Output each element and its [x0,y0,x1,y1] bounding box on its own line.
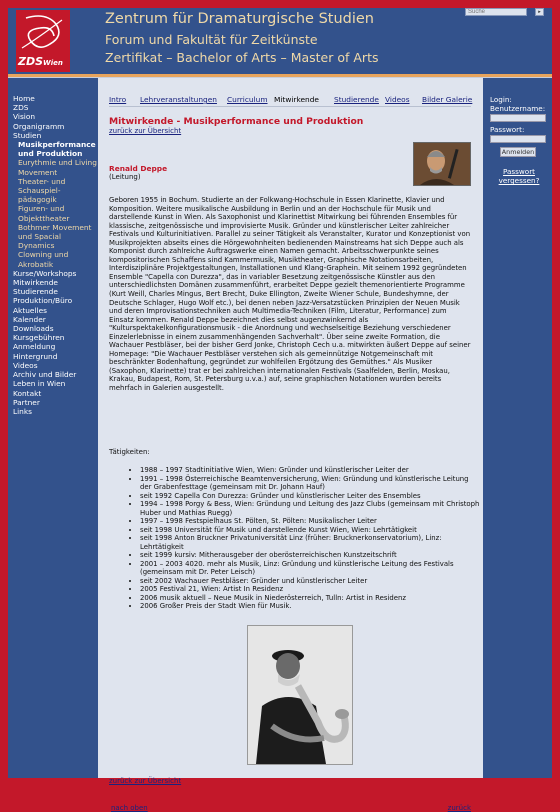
content-body [109,116,480,812]
activity-item: • 1991 – 1998 Österreichische Beamtenversicherung, Wien: Gründung und künstlerische Leitung der Grabenfesttage (gemeinsam mit Dr. Johann Hauf) [140,475,480,492]
sidebar-item[interactable]: Eurythmie und Living Movement [18,158,97,177]
username-label: Benutzername: [490,104,546,113]
login-title: Login: [490,95,512,104]
sidebar-item[interactable]: Theater- und Schauspiel-pädagogik [18,176,66,205]
saxophonist-image [248,626,352,764]
sidebar-item[interactable]: Home [13,94,35,103]
sidebar [8,94,98,416]
activity-item: • 2001 – 2003 4020. mehr als Musik, Linz: Gründung und künstlerische Leitung des Festivals (gemeinsam mit Dr. Peter Leisch) [140,560,480,577]
page-title: Mitwirkende - Musikperformance und Produktion [109,116,364,127]
sidebar-item[interactable]: Mitwirkende [13,278,58,288]
sidebar-item[interactable]: Bothmer Movement und Spacial Dynamics [18,222,92,251]
person-role: (Leitung) [109,173,141,181]
back-link[interactable]: zurück [447,804,471,812]
sidebar-item[interactable]: Clowning und Akrobatik [18,250,69,269]
sidebar-item[interactable]: Figuren- und Objekttheater [18,204,70,223]
sidebar-item[interactable]: Studien [13,130,42,140]
logo-text: ZDSWien [18,55,63,68]
sidebar-nav [8,94,98,416]
sidebar-item[interactable]: Kontakt [13,388,42,398]
zds-logo[interactable] [16,10,70,72]
portrait-image [414,143,470,185]
activity-item: • 1997 – 1998 Festspielhaus St. Pölten, St. Pölten: Musikalischer Leiter [140,517,480,526]
header-degrees: Zertifikat – Bachelor of Arts – Master of Arts [105,50,379,65]
section-tabs [98,78,483,106]
sidebar-item[interactable]: Produktion/Büro [13,296,73,306]
tab-4[interactable]: Studierende [334,95,379,104]
sidebar-item[interactable]: Videos [13,360,38,370]
activity-item: • seit 1998 Universität für Musik und darstellende Kunst Wien, Wien: Lehrtätigkeit [140,526,480,535]
sidebar-item[interactable]: Links [13,406,32,416]
activities-label: Tätigkeiten: [109,448,150,456]
activity-item: • 2006 Großer Preis der Stadt Wien für Musik. [140,602,480,611]
activity-item: • 1994 – 1998 Porgy & Bess, Wien: Gründung und Leitung des Jazz Clubs (gemeinsam mit Christoph Huber und Mathias Ruegg) [140,500,480,517]
back-to-overview-link[interactable]: zurück zur Übersicht [109,127,182,135]
to-top-link[interactable]: nach oben [111,804,148,812]
sidebar-item[interactable]: ZDS [13,103,29,113]
sidebar-item[interactable]: Anmeldung [13,342,56,352]
sidebar-item[interactable]: Leben in Wien [13,379,66,389]
portrait-thumbnail [413,142,471,186]
sidebar-item[interactable]: Archiv und Bilder [13,370,77,380]
activity-item: • 2006 musik aktuell – Neue Musik in Niederösterreich, Tulln: Artist in Residenz [140,594,480,603]
search-input[interactable] [465,8,527,16]
musician-photo [247,625,353,765]
login-button[interactable]: Anmelden [501,148,535,156]
activity-item: • seit 2002 Wachauer Pestbläser: Gründer und künstlerischer Leiter [140,577,480,586]
sidebar-item[interactable]: Aktuelles [13,305,47,315]
sidebar-item[interactable]: Downloads [13,324,54,334]
username-field[interactable] [490,114,546,122]
activity-item: • 2005 Festival 21, Wien: Artist In Residenz [140,585,480,594]
header-subtitle: Forum und Fakultät für Zeitkünste [105,32,318,47]
tab-1[interactable]: Lehrveranstaltungen [140,95,217,104]
sidebar-item[interactable]: Vision [13,112,36,122]
sidebar-item[interactable]: Organigramm [13,121,65,131]
sidebar-item[interactable]: Kursgebühren [13,333,65,343]
page-frame [8,8,552,812]
password-field[interactable] [490,135,546,143]
activity-item: • 1988 – 1997 Stadtinitiative Wien, Wien: Gründer und künstlerischer Leiter der [140,466,480,475]
forgot-password-link[interactable]: Passwort vergessen? [498,167,540,185]
sidebar-item[interactable]: Studierende [13,287,58,297]
sidebar-item[interactable]: Musikperformance und Produktion [18,140,96,159]
main-content [98,78,483,812]
tab-0[interactable]: Intro [109,95,127,104]
login-panel [486,95,552,185]
back-to-overview-link-bottom[interactable]: zurück zur Übersicht [109,777,182,785]
sidebar-item[interactable]: Partner [13,397,40,407]
tabs-divider [109,106,471,107]
activity-item: • seit 1999 kursiv: Mitherausgeber der oberösterreichischen Kunstzeitschrift [140,551,480,560]
sidebar-item[interactable]: Kurse/Workshops [13,268,77,278]
tab-6[interactable]: Bilder Galerie [422,95,473,104]
sidebar-item[interactable]: Hintergrund [13,351,58,361]
header-title: Zentrum für Dramaturgische Studien [105,11,374,27]
tab-3[interactable]: Mitwirkende [274,95,319,104]
activity-item: • seit 1992 Capella Con Durezza: Gründer und künstlerischer Leiter des Ensembles [140,492,480,501]
person-name: Renald Deppe [109,164,168,173]
password-label: Passwort: [490,125,525,134]
person-heading [109,164,167,181]
tab-5[interactable]: Videos [385,95,410,104]
sidebar-item[interactable]: Kalender [13,314,46,324]
site-header [8,8,552,74]
search-box [465,8,545,17]
activity-item: • seit 1998 Anton Bruckner Privatuniversität Linz (früher: Brucknerkonservatorium), Linz: Lehrtätigkeit [140,534,480,551]
activities-list [131,466,480,611]
biography-text: Geboren 1955 in Bochum. Studierte an der Folkwang-Hochschule in Essen Klarinette, Klavier und Komposition. Weitere musikalische Ausbildung in Berlin und an der Hochschule für Musik und darstellende Kunst in Wien. Als Saxophonist und Klarinettist Mitwirkung bei führenden Ensembles für klassische, zeitgenössische und improvisierte Musik. Gründer und künstlerischer Leiter zahlreicher Festivals und Kulturinitiativen. Parallel zu seiner Tätigkeit als Veranstalter, Kurator und Konzeptionist von Musikprojekten abseits eines die Hörgewohnheiten bedienenden Mainstreams hat sich Deppe auch als Komponist durch zahlreiche Auftragswerke einen Namen gemacht. Arbeitsschwerpunkte seines kompositorischen Schaffens sind Kammermusik, Musiktheater, Graphische Notationsarbeiten, Interdisziplinäre Projektgestaltungen, Installationen und Klang-Graphein. Mit seinem 1992 gegründeten Ensemble "Capella con Durezza", das in variabler Besetzung zeitgenössische Künstler aus den unterschiedlichsten Domänen zusammenführt, erarbeitet Deppe gezielt themenorientierte Programme (Kurt Weill, Charles Mingus, Bert Brecht, Duke Ellington, Zweite Wiener Schule, Bundeshymne, der Deutsche Schlager, Hugo Wolf etc.), bei denen neben Jazz-Versatzstücken Prinzipien der Neuen Musik und deren Improvisationstechniken auch Multimedia-Techniken (Film, Literatur, Performance) zum Einsatz kommen. Renald Deppe bezeichnet dies selbst augenzwinkernd als "Kulturspektakelkonfigurationsmusik - die Anordnung und wechselseitige Beziehung verschiedener Einzelerlebnisse in einem zusammenhängenden Sachverhalt". Über seine zweite Formation, die Wachauer Pestbläser, bei der bisher Gerd Jonke, Christoph Cech u.a. mitwirkten äußert Deppe auf seiner Homepage: "Die Wachauer Pestbläser verstehen sich als gemeinnützige Notgemeinschaft mit beschränkter Bodenhaftung, gegründet zur wohlfeilen Ergötzung des Gemüthes." Als Musiker (Saxophon, Klarinette) trat er bei zahlreichen internationalen Festivals (Saalfelden, Berlin, Moskau, Krakau, Budapest, Rom, St. Petersburg u.v.a.) auf, seine graphischen Notationen wurden bereits mehrfach in Galerien ausgestellt. [109,196,471,393]
tab-2[interactable]: Curriculum [227,95,268,104]
search-submit-button[interactable]: ▸ [535,8,544,16]
